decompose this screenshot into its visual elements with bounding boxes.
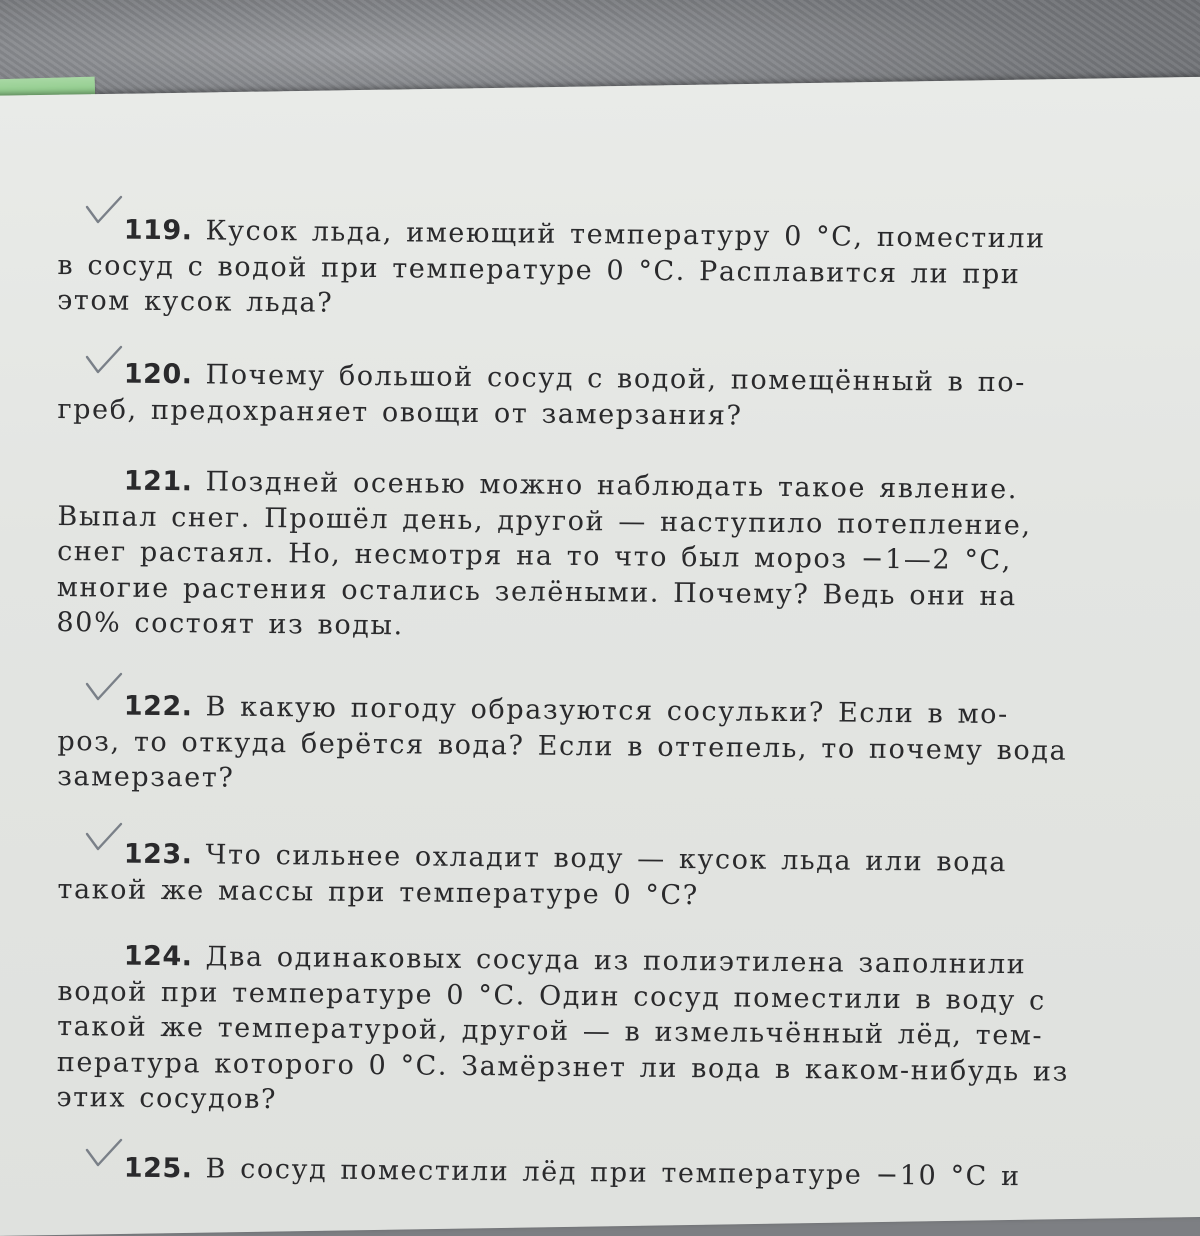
pencil-checkmark-icon (84, 822, 124, 852)
problem-line (58, 1150, 1158, 1196)
problem-text: снег растаял. Но, несмотря на то что был мороз −1—2 °С, (57, 535, 1013, 577)
problem-text: Что сильнее охладит воду — кусок льда или вода (205, 839, 1008, 879)
problem-number: 119. (123, 214, 193, 247)
problem-text: этих сосудов? (56, 1081, 278, 1116)
problem-text: многие растения остались зелёными. Почему? Ведь они на (56, 571, 1017, 612)
problem-text: такой же температурой, другой — в измельчённый лёд, тем- (57, 1010, 1044, 1052)
problem-123 (57, 836, 1158, 918)
problem-number: 124. (123, 940, 193, 973)
problem-text: Два одинаковых сосуда из полиэтилена заполнили (205, 941, 1027, 981)
problem-text: В какую погоду образуются сосульки? Если в мо- (205, 691, 1009, 731)
problem-number: 125. (123, 1152, 193, 1185)
problem-text: этом кусок льда? (57, 284, 334, 319)
problem-121 (56, 463, 1158, 651)
problem-number: 120. (123, 358, 193, 391)
problem-124 (56, 938, 1158, 1126)
problem-119 (57, 212, 1158, 329)
problem-number: 122. (123, 690, 193, 723)
problem-number: 123. (123, 838, 193, 871)
pencil-checkmark-icon (84, 345, 124, 375)
problem-text: пература которого 0 °С. Замёрзнет ли вода в каком-нибудь из (56, 1046, 1070, 1088)
problem-120 (57, 356, 1158, 438)
problem-number: 121. (123, 465, 193, 498)
pencil-checkmark-icon (84, 195, 124, 225)
problem-text: В сосуд поместили лёд при температуре −10 °С и (205, 1153, 1021, 1193)
pencil-checkmark-icon (84, 672, 124, 702)
pencil-checkmark-icon (84, 1138, 124, 1168)
problem-122 (57, 688, 1158, 805)
problem-text: Почему большой сосуд с водой, помещённый в по- (205, 359, 1027, 399)
problem-text: роз, то откуда берётся вода? Если в оттепель, то почему вода (57, 725, 1068, 767)
problem-text: Выпал снег. Прошёл день, другой — наступило потепление, (57, 500, 1032, 541)
problem-text: 80% состоят из воды. (56, 606, 404, 642)
problem-text: водой при температуре 0 °С. Один сосуд поместили в воду с (57, 975, 1046, 1016)
problem-text: Кусок льда, имеющий температуру 0 °С, поместили (205, 215, 1046, 255)
problem-text: замерзает? (57, 760, 235, 794)
problem-text: Поздней осенью можно наблюдать такое явление. (205, 466, 1019, 506)
problem-text: такой же массы при температуре 0 °С? (57, 873, 699, 911)
problem-125 (58, 1150, 1158, 1196)
problem-text: в сосуд с водой при температуре 0 °С. Расплавится ли при (57, 249, 1021, 290)
problem-text: греб, предохраняет овощи от замерзания? (57, 393, 743, 432)
